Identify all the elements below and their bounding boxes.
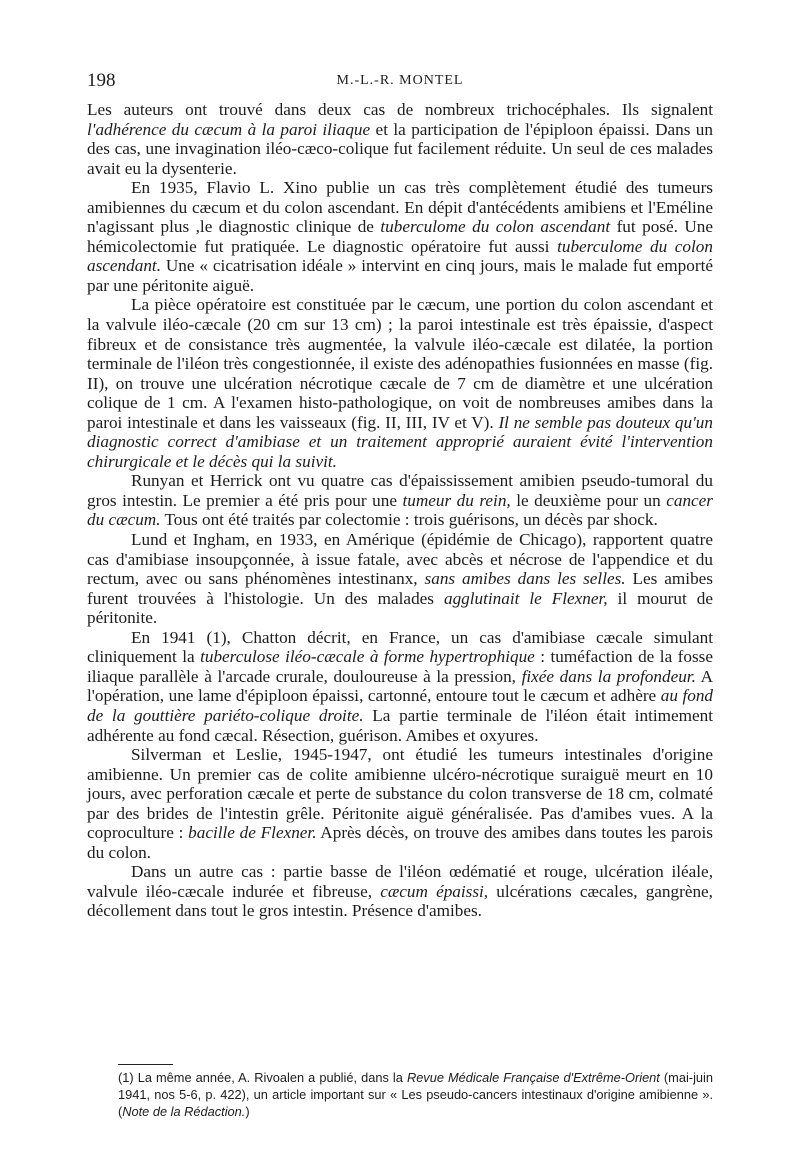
text-run: En 1935, Flavio L. Xino publie un cas très complètement étudié des tumeurs amibiennes du cæcum et du colon ascendant. En dépit d'antécédents amibiens et l'Eméline n'agissant plus ,le diagnostic clinique de xyxy=(87,178,713,237)
italic-run: Il ne semble pas douteux qu'un diagnostic correct d'amibiase et un traitement approprié auraient évité l'intervention chirurgicale et le décès qui la suivit. xyxy=(87,412,713,471)
italic-run: cancer du cæcum. xyxy=(87,490,713,530)
paragraph xyxy=(87,530,713,628)
paragraph xyxy=(87,628,713,745)
text-run: Silverman et Leslie, 1945-1947, ont étudié les tumeurs intestinales d'origine amibienne. Un premier cas de colite amibienne ulcéro-nécrotique suraiguë meurt en 10 jours, avec perforation cæcale et perte de substance du colon transverse de 18 cm, colmaté par des brides de l'intestin grêle. Péritonite aiguë généralisée. Pas d'amibes vues. A la coproculture : xyxy=(87,745,713,843)
text-run: Les auteurs ont trouvé dans deux cas de nombreux trichocéphales. Ils signalent xyxy=(87,100,713,119)
text-run: Dans un autre cas : partie basse de l'iléon œdématié et rouge, ulcération iléale, valvule iléo-cæcale indurée et fibreuse, xyxy=(87,862,713,901)
text-run: Les amibes furent trouvées à l'histologie. Un des malades xyxy=(87,569,713,608)
page-header xyxy=(87,70,713,94)
text-run: Une « cicatrisation idéale » intervint en cinq jours, mais le malade fut emporté par une péritonite aiguë. xyxy=(87,256,713,295)
italic-run: tumeur du rein, xyxy=(402,490,511,510)
text-run: Après décès, on trouve des amibes dans toutes les parois du colon. xyxy=(87,823,713,862)
paragraph xyxy=(87,745,713,862)
text-run: ) xyxy=(245,1103,250,1119)
paragraph xyxy=(87,100,713,178)
text-run: ulcérations cæcales, gangrène, décollement dans tout le gros intestin. Présence d'amibes. xyxy=(87,881,713,921)
text-run: et la participation de l'épiploon épaissi. Dans un des cas, une invagination iléo-cæco-colique fut facilement réduite. Un seul de ces malades avait eu la dysenterie. xyxy=(87,119,713,178)
text-run: Runyan et Herrick ont vu quatre cas d'épaississement amibien pseudo-tumoral du gros intestin. Le premier a été pris pour une xyxy=(87,471,713,510)
running-title: M.-L.-R. MONTEL xyxy=(336,73,464,88)
italic-run: tuberculome du colon ascendant. xyxy=(87,236,713,276)
paragraph xyxy=(87,178,713,295)
italic-run: au fond de la gouttière pariéto-colique droite. xyxy=(87,686,714,725)
italic-run: cæcum épaissi, xyxy=(380,881,489,901)
text-run: La pièce opératoire est constituée par le cæcum, une portion du colon ascendant et la valvule iléo-cæcale (20 cm sur 13 cm) ; la paroi intestinale est très épaissie, d'aspect fibreux et de consistance très augmentée, la valvule iléo-cæcale est dilatée, la portion terminale de l'iléon très congestionnée, il existe des adénopathies fusionnées en masse (fig. II), on trouve une ulcération nécrotique cæcale de 7 cm de diamètre et une ulcération colique de 1 cm. A l'examen histo-pathologique, on voit de nombreuses amibes dans la paroi intestinale et dans les vaisseaux (fig. II, III, IV et V). xyxy=(87,295,713,432)
text-run: le deuxième pour un xyxy=(510,490,667,510)
text-run: (mai-juin 1941, nos 5-6, p. 422), un article important sur « Les pseudo-cancers intestinaux d'origine amibienne ». ( xyxy=(118,1070,713,1119)
paragraph xyxy=(87,862,713,921)
text-run: : tuméfaction de la fosse iliaque parallèle à l'arcade crurale, douloureuse à la pression, xyxy=(87,647,713,686)
italic-run: l'adhérence du cæcum à la paroi iliaque xyxy=(87,119,371,139)
text-run: Tous ont été traités par colectomie : trois guérisons, un décès par shock. xyxy=(160,510,658,530)
text-run: A l'opération, une lame d'épiploon épaissi, cartonné, entoure tout le cæcum et adhère xyxy=(87,666,713,706)
text-run: La partie terminale de l'iléon était intimement adhérente au fond cæcal. Résection, guérison. Amibes et oxyures. xyxy=(87,705,713,745)
body-text xyxy=(87,100,713,921)
text-run: fut posé. Une hémicolectomie fut pratiquée. Le diagnostic opératoire fut aussi xyxy=(87,217,714,256)
text-run: (1) La même année, A. Rivoalen a publié, dans la xyxy=(118,1070,407,1085)
italic-run: bacille de Flexner. xyxy=(188,823,317,843)
text-run: En 1941 (1), Chatton décrit, en France, un cas d'amibiase cæcale simulant cliniquement la xyxy=(87,627,713,667)
italic-run: tuberculose iléo-cæcale à forme hypertrophique xyxy=(200,647,535,667)
italic-run: Revue Médicale Française d'Extrême-Orient xyxy=(406,1070,660,1085)
paragraph xyxy=(87,295,713,471)
footnote-rule xyxy=(118,1064,173,1065)
page-number: 198 xyxy=(87,70,116,91)
italic-run: tuberculome du colon ascendant xyxy=(380,217,611,237)
italic-run: fixée dans la profondeur. xyxy=(521,666,696,686)
italic-run: sans amibes dans les selles. xyxy=(424,569,626,589)
text-run: il mourut de péritonite. xyxy=(87,588,713,628)
italic-run: Note de la Rédaction. xyxy=(122,1103,246,1119)
paragraph xyxy=(87,471,713,530)
text-run: Lund et Ingham, en 1933, en Amérique (épidémie de Chicago), rapportent quatre cas d'amibiase insoupçonnée, à issue fatale, avec abcès et nécrose de l'appendice et du rectum, avec ou sans phénomènes intestinanx, xyxy=(87,530,713,589)
footnote xyxy=(118,1070,713,1120)
italic-run: agglutinait le Flexner, xyxy=(443,588,608,608)
